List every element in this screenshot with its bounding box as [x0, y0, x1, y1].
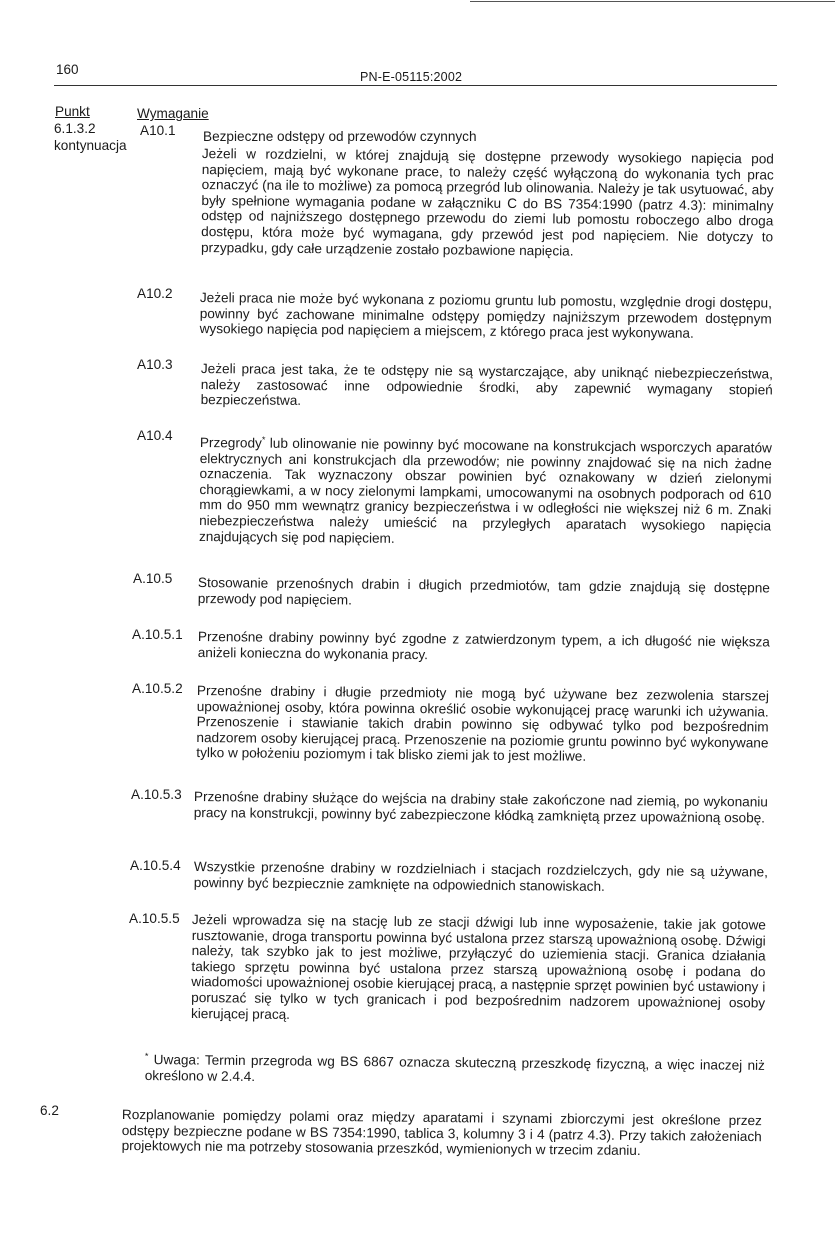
footnote-reference: * — [261, 434, 266, 445]
requirement-number: A.10.5.4 — [130, 858, 181, 873]
requirement-number: A10.3 — [137, 357, 173, 372]
column-heading-point: Punkt — [55, 104, 90, 119]
footnote-mark: * — [144, 1050, 149, 1062]
standard-code: PN-E-05115:2002 — [360, 70, 463, 84]
scan-edge-line — [470, 1, 835, 2]
requirement-text — [199, 432, 772, 550]
section-number: 6.2 — [40, 1103, 59, 1118]
requirement-text-start: Przegrody — [199, 434, 262, 451]
requirement-number: A10.1 — [140, 123, 176, 138]
requirement-text: Jeżeli wprowadza się na stację lub ze stacji dźwigi lub inne wyposażenie, takie jak gotowe rusztowanie, droga transportu powinna być ustalona przez starszą upoważnioną osobę. Dźwigi należy, tak szybko jak to jest możliwe, przyłączyć do uziemienia stacji. Granica działania takiego sprzętu powinna być ustalona przez starszą upoważnioną osobę i podana do wiadomości upoważnionej osobie kierującej pracą, a następnie sprzęt powinien być ustawiony i poruszać się tylko w tych granicach i pod bezpośrednim nadzorem upoważnionej osoby kierującej pracą. — [190, 912, 766, 1022]
requirement-number: A.10.5 — [133, 571, 173, 586]
requirement-text: Jeżeli w rozdzielni, w której znajdują się dostępne przewody wysokiego napięcia pod napięciem, mają być wykonane prace, to należy część wyłączoną do wykonania tych prac oznaczyć (na ile to możliwe) za pomocą przegród lub olinowania. Należy je tak usytuować, aby były spełnione wymagania podane w załączniku C do BS 7354:1990 (patrz 4.3): minimalny odstęp od najniższego dostępnego przewodu do ziemi lub pomostu roboczego albo droga dostępu, która może być wymagana, gdy przewód jest pod napięciem. Nie dotyczy to przypadku, gdy całe urządzenie zostało pozbawione napięcia. — [200, 146, 774, 259]
requirement-text: Jeżeli praca nie może być wykonana z poziomu gruntu lub pomostu, względnie drogi dostępu, powinny być zachowane minimalne odstępy pomiędzy najniższym przewodem dostępnym wysokiego napięcia pod napięciem a miejscem, z którego praca jest wykonywana. — [199, 290, 772, 341]
requirement-text: Przenośne drabiny powinny być zgodne z zatwierdzonym typem, a ich długość nie większa aniżeli konieczna do wykonania pracy. — [197, 629, 770, 662]
requirement-number: A10.2 — [137, 286, 173, 301]
section-number: 6.1.3.2 — [54, 121, 96, 136]
footnote — [145, 1049, 765, 1089]
requirement-title: Bezpieczne odstępy od przewodów czynnych — [203, 129, 477, 144]
requirement-text: Jeżeli praca jest taka, że te odstępy nie są wystarczające, aby uniknąć niebezpieczeństwa, należy zastosować inne odpowiednie środki, aby zapewnić wymagany stopień bezpieczeństwa. — [200, 361, 773, 409]
requirement-number: A.10.5.1 — [132, 627, 183, 642]
header-rule — [54, 85, 777, 86]
requirement-text: Przenośne drabiny służące do wejścia na drabiny stałe zakończone nad ziemią, po wykonaniu pracy na konstrukcji, powinny być zabezpieczone kłódką zamkniętą przez upoważnioną osobę. — [193, 789, 768, 826]
requirement-number: A.10.5.5 — [129, 911, 180, 926]
section-continuation-label: kontynuacja — [54, 138, 127, 153]
section-text: Rozplanowanie pomiędzy polami oraz między aparatami i szynami zbiorczymi jest określone przez odstępy bezpieczne podane w BS 7354:1990, tablica 3, kolumny 3 i 4 (patrz 4.3). Przy takich założeniach projektowych nie ma potrzeby stosowania przeszkód, wymienionych w trzecim zdaniu. — [121, 1107, 762, 1159]
requirement-text: Stosowanie przenośnych drabin i długich przedmiotów, tam gdzie znajdują się dostępne przewody pod napięciem. — [197, 575, 770, 608]
page-number: 160 — [56, 62, 79, 77]
requirement-text-rest: lub olinowanie nie powinny być mocowane na konstrukcjach wsporczych aparatów elektrycznych ani konstrukcjach dla przewodów; nie powinny znajdować się na nich żadne oznaczenia. Tak wyznaczony obszar powinien być oznakowany w dzień zielonymi chorągiewkami, a w nocy zielonymi lampkami, umocowanymi na osobnych podporach od 610 mm do 950 mm wewnątrz granicy bezpieczeństwa i w odległości nie większej niż 6 m. Znaki niebezpieczeństwa należy umieścić na przyległych aparatach wysokiego napięcia znajdujących się pod napięciem. — [198, 435, 772, 546]
requirement-number: A.10.5.3 — [131, 787, 182, 802]
requirement-number: A10.4 — [137, 428, 173, 443]
footnote-text: Uwaga: Termin przegroda wg BS 6867 oznacza skuteczną przeszkodę fizyczną, a więc inaczej niż określono w 2.4.4. — [144, 1052, 765, 1084]
requirement-number: A.10.5.2 — [132, 681, 183, 696]
requirement-text: Wszystkie przenośne drabiny w rozdzielniach i stacjach rozdzielczych, gdy nie są używane, powinny być bezpiecznie zamknięte na odpowiednich stanowiskach. — [193, 859, 768, 894]
requirement-text: Przenośne drabiny i długie przedmioty nie mogą być używane bez zezwolenia starszej upoważnionej osoby, która powinna określić osobie wykonującej pracę warunki ich używania. Przenoszenie i stawianie takich drabin powinno się odbywać tylko pod bezpośrednim nadzorem osoby kierującej pracą. Przenoszenie na poziomie gruntu powinno być wykonywane tylko w położeniu poziomym i tak blisko ziemi jak to jest możliwe. — [196, 683, 769, 765]
column-heading-requirement: Wymaganie — [137, 106, 209, 121]
